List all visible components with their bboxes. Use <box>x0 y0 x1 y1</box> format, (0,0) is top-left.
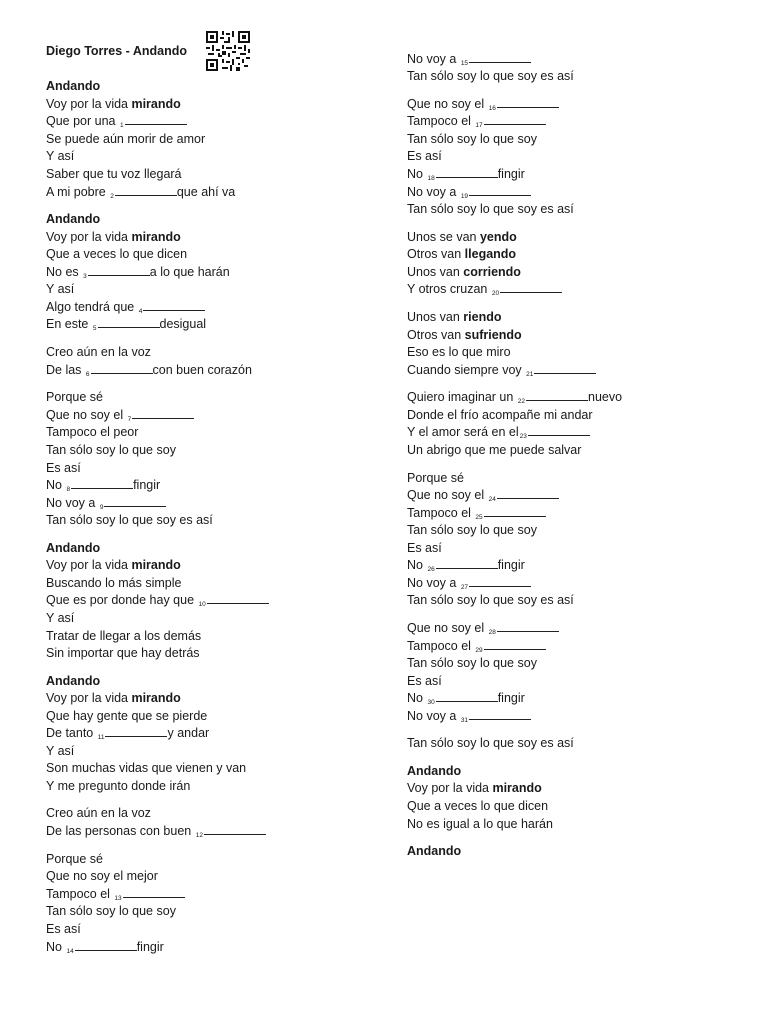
lyric-line <box>46 921 81 937</box>
lyric-line <box>407 389 622 408</box>
lyric-line <box>46 805 151 821</box>
lyric-line <box>407 281 562 300</box>
lyric-text: Se puede aún morir de amor <box>46 132 206 146</box>
lyric-line <box>46 610 74 626</box>
lyric-text: nuevo <box>588 390 623 404</box>
lyric-text: Tampoco el <box>407 639 475 653</box>
lyric-text: Y así <box>46 611 75 625</box>
lyric-text: Quiero imaginar un <box>407 390 517 404</box>
lyric-line <box>407 540 442 556</box>
lyric-text: Sin importar que hay detrás <box>46 646 200 660</box>
lyric-text: Porque sé <box>407 471 464 485</box>
blank-number: 15 <box>460 60 469 67</box>
lyric-line <box>46 78 100 94</box>
fill-in-blank[interactable] <box>469 186 531 196</box>
fill-in-blank[interactable] <box>143 301 205 311</box>
lyric-text: Que hay gente que se pierde <box>46 709 208 723</box>
lyric-text: No <box>46 478 66 492</box>
lyric-line <box>407 148 442 164</box>
lyric-line <box>407 620 559 639</box>
lyric-bold-text: Andando <box>46 541 101 555</box>
blank-number: 6 <box>85 371 90 378</box>
lyric-line <box>46 645 200 661</box>
blank-number: 19 <box>460 193 469 200</box>
lyric-bold-text: riendo <box>463 310 502 324</box>
blank-number: 11 <box>97 734 105 741</box>
lyric-line <box>407 735 574 751</box>
lyric-line <box>46 868 158 884</box>
lyric-text: Buscando lo más simple <box>46 576 182 590</box>
fill-in-blank[interactable] <box>132 409 194 419</box>
blank-number: 24 <box>488 496 496 503</box>
fill-in-blank[interactable] <box>469 710 531 720</box>
lyric-text: Que por una <box>46 114 119 128</box>
lyric-text: De las <box>46 363 85 377</box>
lyric-line <box>46 166 182 182</box>
lyric-line <box>407 487 559 506</box>
blank-number: 3 <box>83 273 87 280</box>
lyric-line <box>407 424 590 443</box>
blank-number: 5 <box>92 325 97 332</box>
lyric-text: Que no soy el mejor <box>46 869 158 883</box>
fill-in-blank[interactable] <box>528 426 590 436</box>
lyric-text: Tan sólo soy lo que soy <box>407 132 537 146</box>
lyric-text: Otros van <box>407 247 465 261</box>
fill-in-blank[interactable] <box>115 186 177 196</box>
lyric-bold-text: Andando <box>407 764 462 778</box>
lyric-line <box>407 344 511 360</box>
lyric-text: Tampoco el <box>407 114 475 128</box>
lyric-text: No voy a <box>407 709 460 723</box>
lyric-text: Tampoco el <box>407 506 475 520</box>
lyric-text: Tan sólo soy lo que soy es así <box>407 69 574 83</box>
lyric-line <box>46 557 181 573</box>
lyric-line <box>46 131 205 147</box>
fill-in-blank[interactable] <box>436 692 498 702</box>
blank-number: 13 <box>114 895 122 902</box>
lyric-line <box>407 407 593 423</box>
lyric-bold-text: Andando <box>46 212 101 226</box>
fill-in-blank[interactable] <box>497 489 559 499</box>
lyric-text: Donde el frío acompañe mi andar <box>407 408 593 422</box>
lyric-text: De tanto <box>46 726 97 740</box>
blank-number: 2 <box>110 193 114 200</box>
lyric-text: Son muchas vidas que vienen y van <box>46 761 247 775</box>
fill-in-blank[interactable] <box>534 364 596 374</box>
lyric-text: Tan sólo soy lo que soy es así <box>46 513 213 527</box>
lyric-line <box>46 477 160 496</box>
lyric-text: Voy por la vida <box>46 97 132 111</box>
lyric-text: Es así <box>407 674 442 688</box>
fill-in-blank[interactable] <box>105 727 167 737</box>
lyric-text: Unos van <box>407 310 464 324</box>
fill-in-blank[interactable] <box>497 622 559 632</box>
fill-in-blank[interactable] <box>500 283 562 293</box>
blank-number: 22 <box>517 398 526 405</box>
lyric-text: No voy a <box>407 576 460 590</box>
blank-number: 12 <box>195 832 203 839</box>
lyric-text: Cuando siempre voy <box>407 363 526 377</box>
lyric-text: Tan sólo soy lo que soy <box>46 443 176 457</box>
blank-number: 25 <box>475 514 483 521</box>
lyric-line <box>46 442 176 458</box>
lyric-line <box>46 344 151 360</box>
lyric-text: No <box>407 167 427 181</box>
lyric-line <box>46 460 81 476</box>
lyric-text: Tan sólo soy lo que soy <box>407 523 537 537</box>
blank-number: 1 <box>119 122 124 129</box>
lyric-text: Y así <box>46 282 75 296</box>
lyric-line <box>407 690 525 709</box>
lyric-bold-text: llegando <box>464 247 517 261</box>
fill-in-blank[interactable] <box>436 559 498 569</box>
lyric-bold-text: Andando <box>46 674 101 688</box>
lyric-line <box>46 389 103 405</box>
fill-in-blank[interactable] <box>469 577 531 587</box>
lyric-bold-text: mirando <box>131 558 181 572</box>
lyric-text: Que no soy el <box>46 408 127 422</box>
lyric-text: Tan sólo soy lo que soy es así <box>407 736 574 750</box>
lyric-text: Y así <box>46 149 75 163</box>
lyric-line <box>46 316 206 335</box>
lyric-line <box>46 281 74 297</box>
blank-number: 29 <box>475 647 483 654</box>
lyric-line <box>46 246 187 262</box>
blank-number: 9 <box>99 504 104 511</box>
lyric-bold-text: mirando <box>131 691 181 705</box>
lyric-line <box>46 575 181 591</box>
lyric-text: No <box>407 558 427 572</box>
lyric-line <box>407 470 464 486</box>
lyric-bold-text: sufriendo <box>464 328 522 342</box>
qr-code-icon <box>206 31 250 71</box>
fill-in-blank[interactable] <box>484 115 546 125</box>
lyric-line <box>46 184 235 203</box>
lyric-text: De las personas con buen <box>46 824 195 838</box>
lyric-text: Creo aún en la voz <box>46 806 151 820</box>
lyric-text: Y otros cruzan <box>407 282 491 296</box>
blank-number: 14 <box>66 948 74 955</box>
fill-in-blank[interactable] <box>484 640 546 650</box>
lyric-bold-text: Andando <box>46 79 101 93</box>
blank-number: 16 <box>488 105 496 112</box>
lyric-line <box>46 96 181 112</box>
lyric-line <box>46 628 201 644</box>
lyric-line <box>407 442 581 458</box>
fill-in-blank[interactable] <box>98 318 160 328</box>
lyric-line <box>46 760 246 776</box>
blank-number: 30 <box>427 699 435 706</box>
fill-in-blank[interactable] <box>469 53 531 63</box>
lyric-line <box>46 540 100 556</box>
lyric-text: Y el amor será en el <box>407 425 519 439</box>
lyric-text: Otros van <box>407 328 465 342</box>
lyric-bold-text: mirando <box>492 781 542 795</box>
lyric-text: Es así <box>407 541 442 555</box>
lyric-text: que ahí va <box>176 185 236 199</box>
lyric-text: Tan sólo soy lo que soy <box>407 656 537 670</box>
lyric-line <box>46 592 269 611</box>
lyric-line <box>407 327 522 343</box>
lyric-line <box>46 211 100 227</box>
lyric-text: No voy a <box>46 496 99 510</box>
fill-in-blank[interactable] <box>484 507 546 517</box>
lyric-bold-text: Andando <box>407 844 462 858</box>
lyric-text: fingir <box>497 691 525 705</box>
lyric-line <box>46 362 252 381</box>
blank-number: 31 <box>460 717 469 724</box>
lyric-line <box>46 903 176 919</box>
lyric-text: y andar <box>167 726 210 740</box>
lyric-text: fingir <box>133 478 161 492</box>
lyric-text: Saber que tu voz llegará <box>46 167 182 181</box>
lyric-line <box>407 708 531 727</box>
blank-number: 7 <box>127 416 132 423</box>
fill-in-blank[interactable] <box>71 479 133 489</box>
lyric-line <box>407 673 442 689</box>
lyric-line <box>46 939 164 958</box>
lyric-text: Es así <box>46 461 81 475</box>
fill-in-blank[interactable] <box>207 594 269 604</box>
fill-in-blank[interactable] <box>526 391 588 401</box>
lyric-line <box>407 655 537 671</box>
fill-in-blank[interactable] <box>75 941 137 951</box>
lyric-line <box>407 201 574 217</box>
lyric-text: desigual <box>159 317 207 331</box>
lyric-line <box>407 264 521 280</box>
lyric-line <box>407 166 525 185</box>
lyric-line <box>46 823 266 842</box>
lyric-text: No <box>407 691 427 705</box>
lyric-line <box>46 851 103 867</box>
blank-number: 20 <box>491 290 500 297</box>
lyric-text: Porque sé <box>46 390 103 404</box>
fill-in-blank[interactable] <box>436 168 498 178</box>
lyric-text: Que no soy el <box>407 488 488 502</box>
lyric-text: Es así <box>46 922 81 936</box>
lyric-text: fingir <box>497 558 525 572</box>
lyric-text: No es <box>46 265 83 279</box>
blank-number: 8 <box>66 486 71 493</box>
lyric-text: No voy a <box>407 52 460 66</box>
lyric-text: Porque sé <box>46 852 103 866</box>
lyric-bold-text: mirando <box>131 230 181 244</box>
lyric-text: Un abrigo que me puede salvar <box>407 443 582 457</box>
lyric-text: con buen corazón <box>152 363 252 377</box>
lyric-text: Tan sólo soy lo que soy es así <box>407 593 574 607</box>
lyric-text: Es así <box>407 149 442 163</box>
lyric-line <box>407 229 517 245</box>
lyric-text: Tan sólo soy lo que soy es así <box>407 202 574 216</box>
lyric-bold-text: mirando <box>131 97 181 111</box>
lyric-text: Y me pregunto donde irán <box>46 779 191 793</box>
lyric-line <box>407 362 596 381</box>
lyric-text: Tampoco el <box>46 887 114 901</box>
lyric-text: A mi pobre <box>46 185 110 199</box>
lyric-line <box>46 148 74 164</box>
lyric-text: Algo tendrá que <box>46 300 138 314</box>
lyric-text: Que es por donde hay que <box>46 593 198 607</box>
lyric-line <box>407 557 525 576</box>
fill-in-blank[interactable] <box>123 888 185 898</box>
lyric-text: Que no soy el <box>407 621 488 635</box>
lyric-line <box>407 309 501 325</box>
lyric-line <box>46 725 209 744</box>
blank-number: 17 <box>475 122 483 129</box>
lyric-text: fingir <box>136 940 164 954</box>
lyric-text: Voy por la vida <box>46 230 132 244</box>
lyric-line <box>46 113 187 132</box>
lyric-line <box>46 778 190 794</box>
document-title: Diego Torres - Andando <box>46 44 187 58</box>
blank-number: 26 <box>427 566 435 573</box>
lyric-line <box>407 798 548 814</box>
lyric-text: Que a veces lo que dicen <box>46 247 188 261</box>
lyric-text: Que a veces lo que dicen <box>407 799 549 813</box>
blank-number: 27 <box>460 584 469 591</box>
lyric-line <box>46 673 100 689</box>
blank-number: 28 <box>488 629 496 636</box>
fill-in-blank[interactable] <box>91 364 153 374</box>
lyric-text: Que no soy el <box>407 97 488 111</box>
lyric-text: Tratar de llegar a los demás <box>46 629 202 643</box>
lyric-text: Unos se van <box>407 230 480 244</box>
lyric-line <box>407 780 542 796</box>
lyric-line <box>407 843 461 859</box>
fill-in-blank[interactable] <box>104 497 166 507</box>
lyric-line <box>407 522 537 538</box>
lyric-text: No es igual a lo que harán <box>407 817 553 831</box>
lyric-text: Y así <box>46 744 75 758</box>
lyric-line <box>407 113 546 132</box>
blank-number: 21 <box>526 371 534 378</box>
lyric-line <box>407 763 461 779</box>
blank-number: 18 <box>427 175 435 182</box>
lyric-text: Creo aún en la voz <box>46 345 151 359</box>
lyric-line <box>46 743 74 759</box>
lyric-line <box>407 816 553 832</box>
lyric-text: En este <box>46 317 92 331</box>
lyric-text: Voy por la vida <box>46 558 132 572</box>
lyric-text: Voy por la vida <box>46 691 132 705</box>
blank-number: 23 <box>519 433 527 440</box>
lyric-line <box>46 424 138 440</box>
lyric-text: Unos van <box>407 265 464 279</box>
fill-in-blank[interactable] <box>204 825 266 835</box>
blank-number: 10 <box>198 601 206 608</box>
blank-number: 4 <box>138 308 143 315</box>
lyric-text: No voy a <box>407 185 460 199</box>
lyric-line <box>407 131 537 147</box>
lyric-text: a lo que harán <box>149 265 230 279</box>
lyric-text: Tampoco el peor <box>46 425 139 439</box>
fill-in-blank[interactable] <box>88 266 150 276</box>
lyric-text: Eso es lo que miro <box>407 345 511 359</box>
lyric-line <box>407 68 574 84</box>
lyric-text: No <box>46 940 66 954</box>
lyric-text: fingir <box>497 167 525 181</box>
lyric-text: Tan sólo soy lo que soy <box>46 904 176 918</box>
lyric-line <box>46 690 181 706</box>
lyric-line <box>46 708 207 724</box>
fill-in-blank[interactable] <box>125 115 187 125</box>
lyric-line <box>46 512 213 528</box>
lyric-line <box>46 229 181 245</box>
lyric-text: Voy por la vida <box>407 781 493 795</box>
lyric-bold-text: yendo <box>479 230 517 244</box>
lyric-line <box>407 592 574 608</box>
lyric-line <box>407 246 516 262</box>
lyric-bold-text: corriendo <box>463 265 521 279</box>
fill-in-blank[interactable] <box>497 98 559 108</box>
